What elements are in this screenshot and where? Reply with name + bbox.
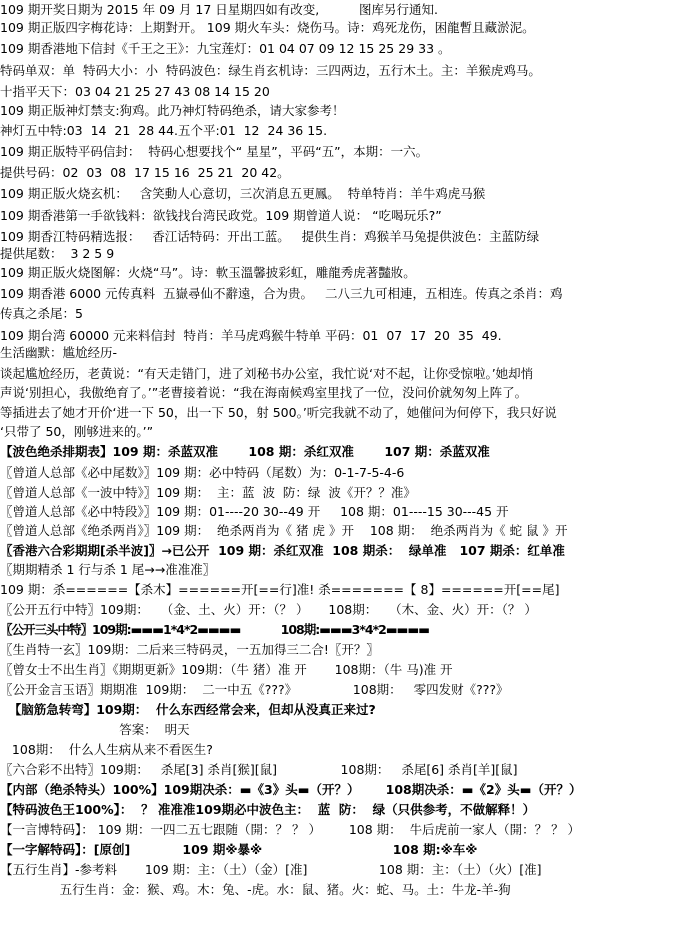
line-humor-2: 声说‘别担心，我傲绝育了。’”老曹接着说：“我在海南候鸡室里找了一位，没问价就匆匆上阵了。	[0, 385, 528, 400]
line-five-zodiac: 【五行生肖】-参考料 109 期：主：（土）（金）[准] 108 期：主：（土）（火）[准]	[0, 862, 542, 877]
line-ten-fingers: 十指平天下：03 04 21 25 27 43 08 14 15 20	[0, 84, 270, 99]
line-kill-wood: 109 期：杀======【杀木】======开[==行]准! 杀=======【 8】======开[==尾]	[0, 582, 560, 597]
line-segment: 〖曾道人总部《必中特段》〗109 期：01----20 30--49 开 108 期：01----15 30---45 开	[0, 504, 509, 519]
line-xiangjiang: 109 期香江特码精选报： 香江话特码：开出工蓝。 提供生肖：鸡猴羊马兔提供波色：主蓝防绿	[0, 229, 540, 244]
line-wave-king: 【特码波色王100%】： ？ 准准准109期必中波色主： 蓝 防： 绿（只供参考，不做解释！）	[0, 802, 536, 817]
line-lamp-ban: 109 期正版神灯禁支:狗鸡。此乃神灯特码绝杀，请大家参考！	[0, 103, 345, 118]
line-hk-envelope: 109 期香港地下信封《千王之王》：九宝莲灯：01 04 07 09 12 15 25 29 33 。	[0, 41, 451, 56]
line-fire-mystery: 109 期正版火烧玄机： 含笑動人心意切，三次消息五更鳳。 特单特肖：羊牛鸡虎马猴	[0, 186, 486, 201]
line-odd-even: 特码单双：单 特码大小：小 特码波色：绿生肖玄机诗：三四两边，五行木土。主：羊猴虎鸡马。	[0, 63, 541, 78]
line-lamp-five: 神灯五中特:03 14 21 28 44.五个平:01 12 24 36 15.	[0, 123, 328, 138]
line-brain-teaser: 【脑筋急转弯】109期： 什么东西经常会来，但却从没真正来过?	[0, 702, 376, 717]
line-one-wave: 〖曾道人总部《一波中特》〗109 期： 主：蓝 波 防：绿 波《开？？准》	[0, 485, 416, 500]
line-hk-first-hand: 109 期香港第一手欲钱料：欲钱找台湾民政党。109 期曾道人说： “吃喝玩乐?”	[0, 208, 442, 223]
line-plum-poem: 109 期正版四字梅花诗：上期對开。 109 期火车头：烧伤马。诗：鸡死龙伤，困龍暫且藏淤泥。	[0, 20, 535, 35]
line-half-wave: 〖香港六合彩期期[杀半波]〗→已公开 109 期：杀红双准 108 期杀： 绿单准 107 期杀：红单准	[0, 543, 565, 558]
line-humor-1: 谈起尴尬经历，老黄说：“有天走错门，进了刘秘书办公室，我忙说‘对不起，让你受惊啦。’她却悄	[0, 366, 534, 381]
line-one-character: 【一字解特码】：[原创] 109 期※暴※ 108 期:※车※	[0, 842, 478, 857]
line-golden-words: 〖公开金言玉语〗期期准 109期： 二一中五《???》 108期： 零四发财《???》	[0, 682, 509, 697]
line-kill-head: 【内部（绝杀特头）100%】109期决杀：▬《3》头▬（开？） 108期决杀：▬《2》头▬（开？）	[0, 782, 582, 797]
line-provided-numbers: 提供号码：02 03 08 17 15 16 25 21 20 42。	[0, 165, 290, 180]
line-humor-title: 生活幽默：尴尬经历-	[0, 345, 118, 360]
line-humor-3: 等插进去了她才开价‘进一下 50，出一下 50，射 500。’听完我就不动了，她催问为何停下，我只好说	[0, 405, 557, 420]
line-fire-diagram: 109 期正版火烧图解：火烧“马”。诗：軟玉溫馨披彩虹，雕龍秀虎著豔妝。	[0, 265, 416, 280]
line-five-zodiac-list: 五行生肖：金：猴、鸡。木：兔、-虎。水：鼠、猪。火：蛇、马。土：牛龙-羊-狗	[0, 882, 511, 897]
line-five-elements: 〖公开五行中特〗109期： （金、土、火）开：（？ ） 108期： （木、金、火）开：（？ ）	[0, 602, 537, 617]
line-taiwan-envelope: 109 期台湾 60000 元来料信封 特肖：羊马虎鸡猴牛特单 平码：01 07 17 20 35 49.	[0, 328, 502, 343]
line-provided-tails: 提供尾数： 3 2 5 9	[0, 246, 115, 261]
line-flat-code-envelope: 109 期正版特平码信封： 特码心想要找个“ 星星”，平码“五”，本期：一六。	[0, 144, 429, 159]
line-kill-row-tail: 〖期期精杀 1 行与杀 1 尾→→准准准〗	[0, 562, 216, 577]
line-humor-4: ‘只带了 50，刚够进来的。’”	[0, 424, 154, 439]
line-ms-zeng: 〖曾女士不出生肖〗《期期更新》109期：（牛 猪）准 开 108期：（牛 马)准 开	[0, 662, 453, 677]
line-tail-numbers: 〖曾道人总部《必中尾数》〗109 期：必中特码（尾数）为：0-1-7-5-4-6	[0, 465, 405, 480]
line-fax-kill-tail: 传真之杀尾：5	[0, 306, 83, 321]
line-not-out: 〖六合彩不出特〗109期： 杀尾[3] 杀肖[猴][鼠] 108期： 杀尾[6] 杀肖[羊][鼠]	[0, 762, 518, 777]
line-kill-two-zodiac: 〖曾道人总部《绝杀两肖》〗109 期： 绝杀两肖为《 猪 虎 》开 108 期： 绝杀两肖为《 蛇 鼠 》开	[0, 523, 568, 538]
line-108-teaser: 108期： 什么人生病从来不看医生?	[0, 742, 213, 757]
line-draw-date: 109 期开奖日期为 2015 年 09 月 17 日星期四如有改变, 图库另行通知.	[0, 2, 438, 17]
line-answer: 答案： 明天	[0, 722, 190, 737]
line-three-heads: 〖公开三头中特〗109期:▬▬▬1*4*2▬▬▬▬ 108期:▬▬▬3*4*2▬▬▬▬	[0, 622, 430, 637]
line-one-word: 【一言博特码】： 109 期：一四二五七跟随（開：？ ？ ） 108 期： 牛后虎前一家人（開：？ ？ ）	[0, 822, 581, 837]
line-zodiac-mystery: 〖生肖特一玄〗109期：二后来三特码灵，一五加得三二合!〖开？〗	[0, 642, 379, 657]
line-fax-6000: 109 期香港 6000 元传真料 五嶽尋仙不辭遠，合为贵。 二八三九可相連，五相连。传真之杀肖：鸡	[0, 286, 563, 301]
line-color-kill-table: 【波色绝杀排期表】109 期：杀蓝双准 108 期：杀红双准 107 期：杀蓝双准	[0, 444, 490, 459]
